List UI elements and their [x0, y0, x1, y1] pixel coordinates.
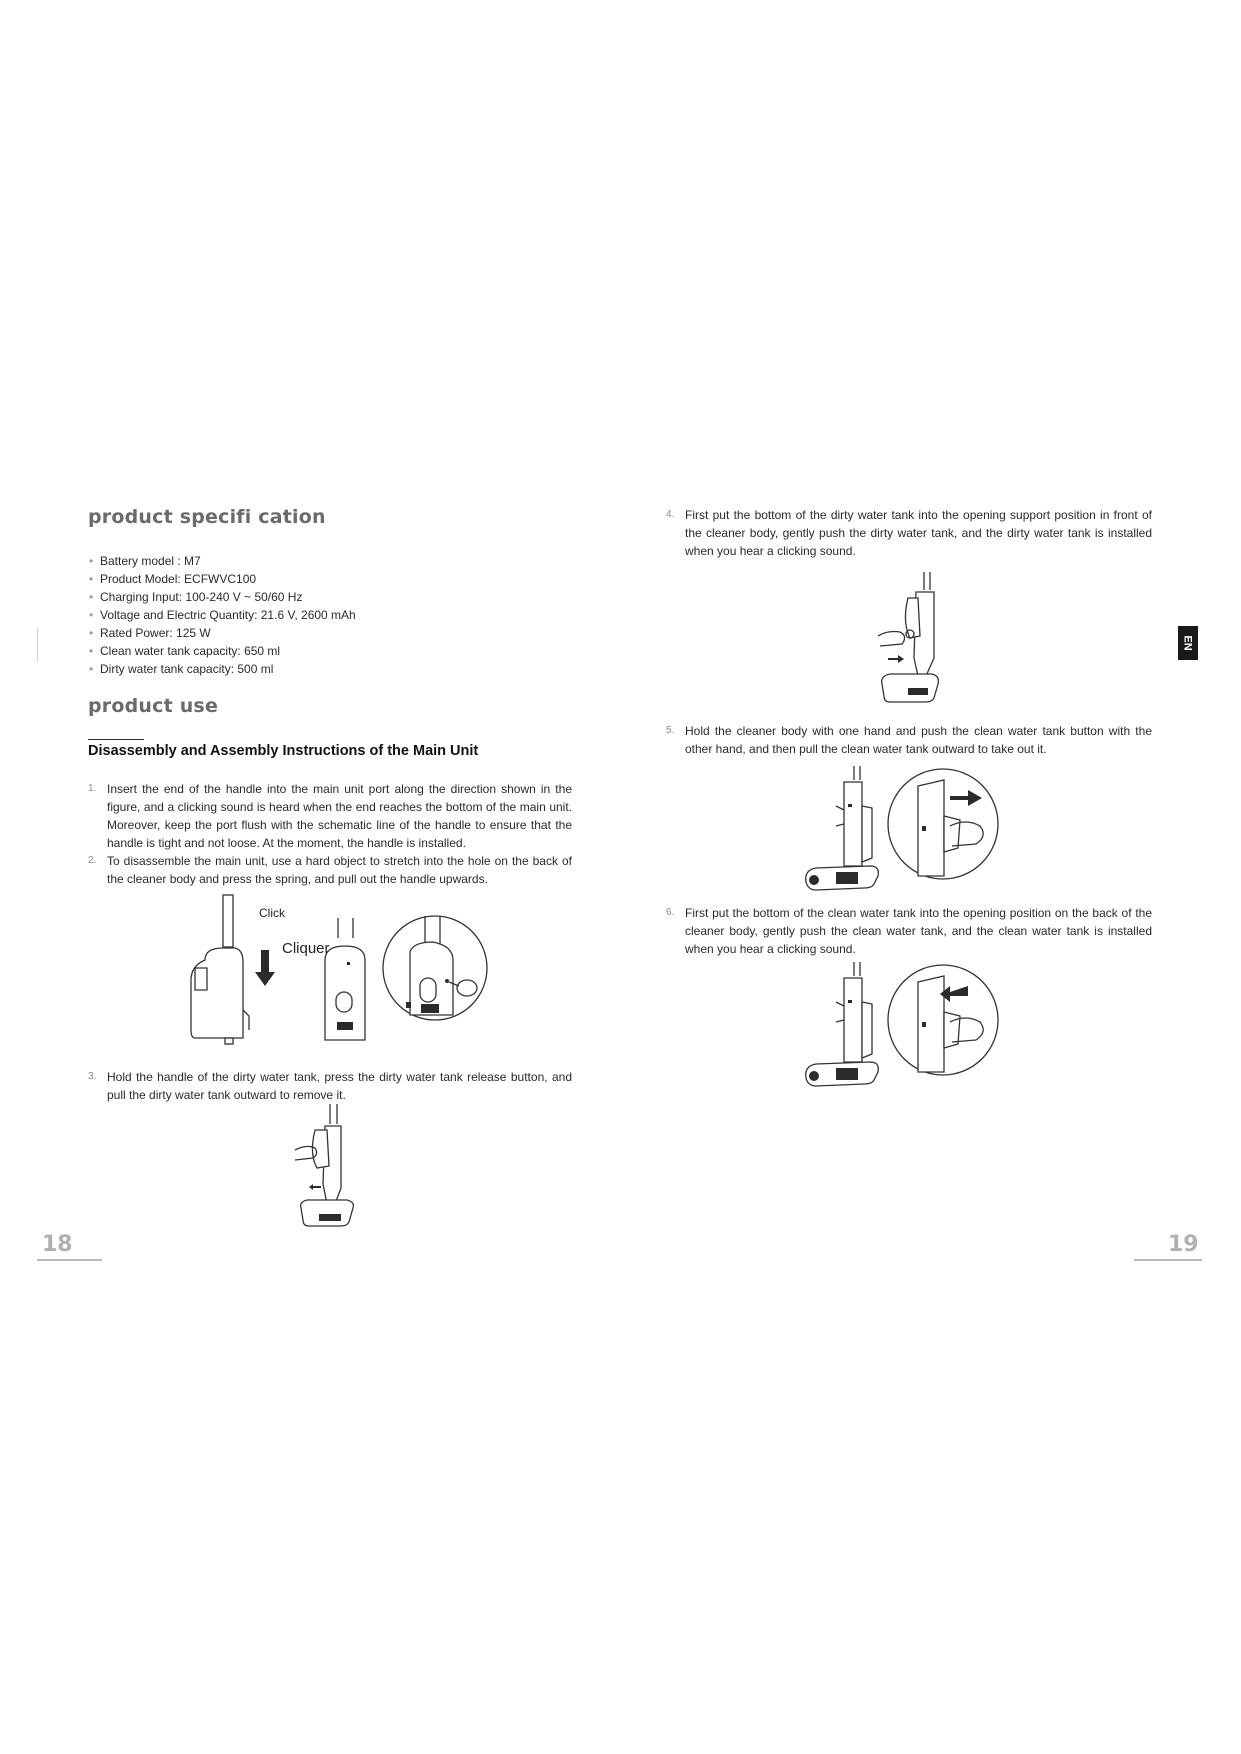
step-2 — [88, 852, 572, 888]
page-number-left: 18 — [42, 1232, 73, 1257]
subheading-rule — [88, 739, 144, 740]
step-text: Hold the cleaner body with one hand and push the clean water tank button with the other hand, and then pull the clean water tank outward to take out it. — [685, 724, 1152, 756]
clean-tank-install-figure — [800, 962, 992, 1092]
step-4 — [666, 506, 1152, 560]
spec-item: • Product Model: ECFWVC100 — [89, 570, 356, 588]
step-text: Insert the end of the handle into the main unit port along the direction shown in the figure, and a clicking sound is heard when the end reaches the bottom of the main unit. Moreover, keep the port flush with the schematic line of the handle to ensure that the handle is tight and not loose. At the moment, the handle is installed. — [107, 782, 572, 850]
section-subheading: Disassembly and Assembly Instructions of the Main Unit — [88, 743, 479, 759]
page-number-right: 19 — [1168, 1232, 1199, 1257]
step-text: First put the bottom of the clean water tank into the opening position on the back of the cleaner body, gently push the clean water tank, and the clean water tank is installed when you hear a clicking sound. — [685, 906, 1152, 956]
spec-title: product specifi cation — [88, 506, 326, 528]
click-label: Click — [259, 906, 285, 920]
dirty-tank-removal-figure — [295, 1104, 365, 1236]
step-number: 4. — [666, 509, 675, 520]
spec-item: • Battery model : M7 — [89, 552, 356, 570]
margin-mark — [37, 628, 38, 662]
dirty-tank-install-figure — [878, 572, 942, 706]
spec-item: • Clean water tank capacity: 650 ml — [89, 642, 356, 660]
spec-item: • Dirty water tank capacity: 500 ml — [89, 660, 356, 678]
step-number: 5. — [666, 725, 675, 736]
step-text: Hold the handle of the dirty water tank, press the dirty water tank release button, and pull the dirty water tank outward to remove it. — [107, 1070, 572, 1102]
step-number: 1. — [88, 783, 97, 794]
step-text: First put the bottom of the dirty water tank into the opening support position in front of the cleaner body, gently push the dirty water tank, and the dirty water tank is installed when you hear a clicking sound. — [685, 508, 1152, 558]
language-tab-label: EN — [1182, 635, 1194, 651]
step-1 — [88, 780, 572, 852]
spec-list — [89, 552, 356, 678]
page-number-rule — [1134, 1259, 1202, 1261]
spec-item: • Charging Input: 100-240 V ~ 50/60 Hz — [89, 588, 356, 606]
spec-item: • Rated Power: 125 W — [89, 624, 356, 642]
step-3 — [88, 1068, 572, 1104]
step-text: To disassemble the main unit, use a hard object to stretch into the hole on the back of the cleaner body and press the spring, and pull out the handle upwards. — [107, 854, 572, 886]
step-6 — [666, 904, 1152, 958]
step-number: 6. — [666, 907, 675, 918]
use-title: product use — [88, 695, 219, 717]
page-number-rule — [37, 1259, 102, 1261]
language-tab[interactable] — [1178, 626, 1198, 660]
clean-tank-removal-figure — [800, 766, 992, 896]
step-5 — [666, 722, 1152, 758]
step-number: 3. — [88, 1071, 97, 1082]
spec-item: • Voltage and Electric Quantity: 21.6 V, 2600 mAh — [89, 606, 356, 624]
handle-assembly-figure — [185, 890, 495, 1050]
cliquer-label: Cliquer — [282, 940, 330, 957]
step-number: 2. — [88, 855, 97, 866]
